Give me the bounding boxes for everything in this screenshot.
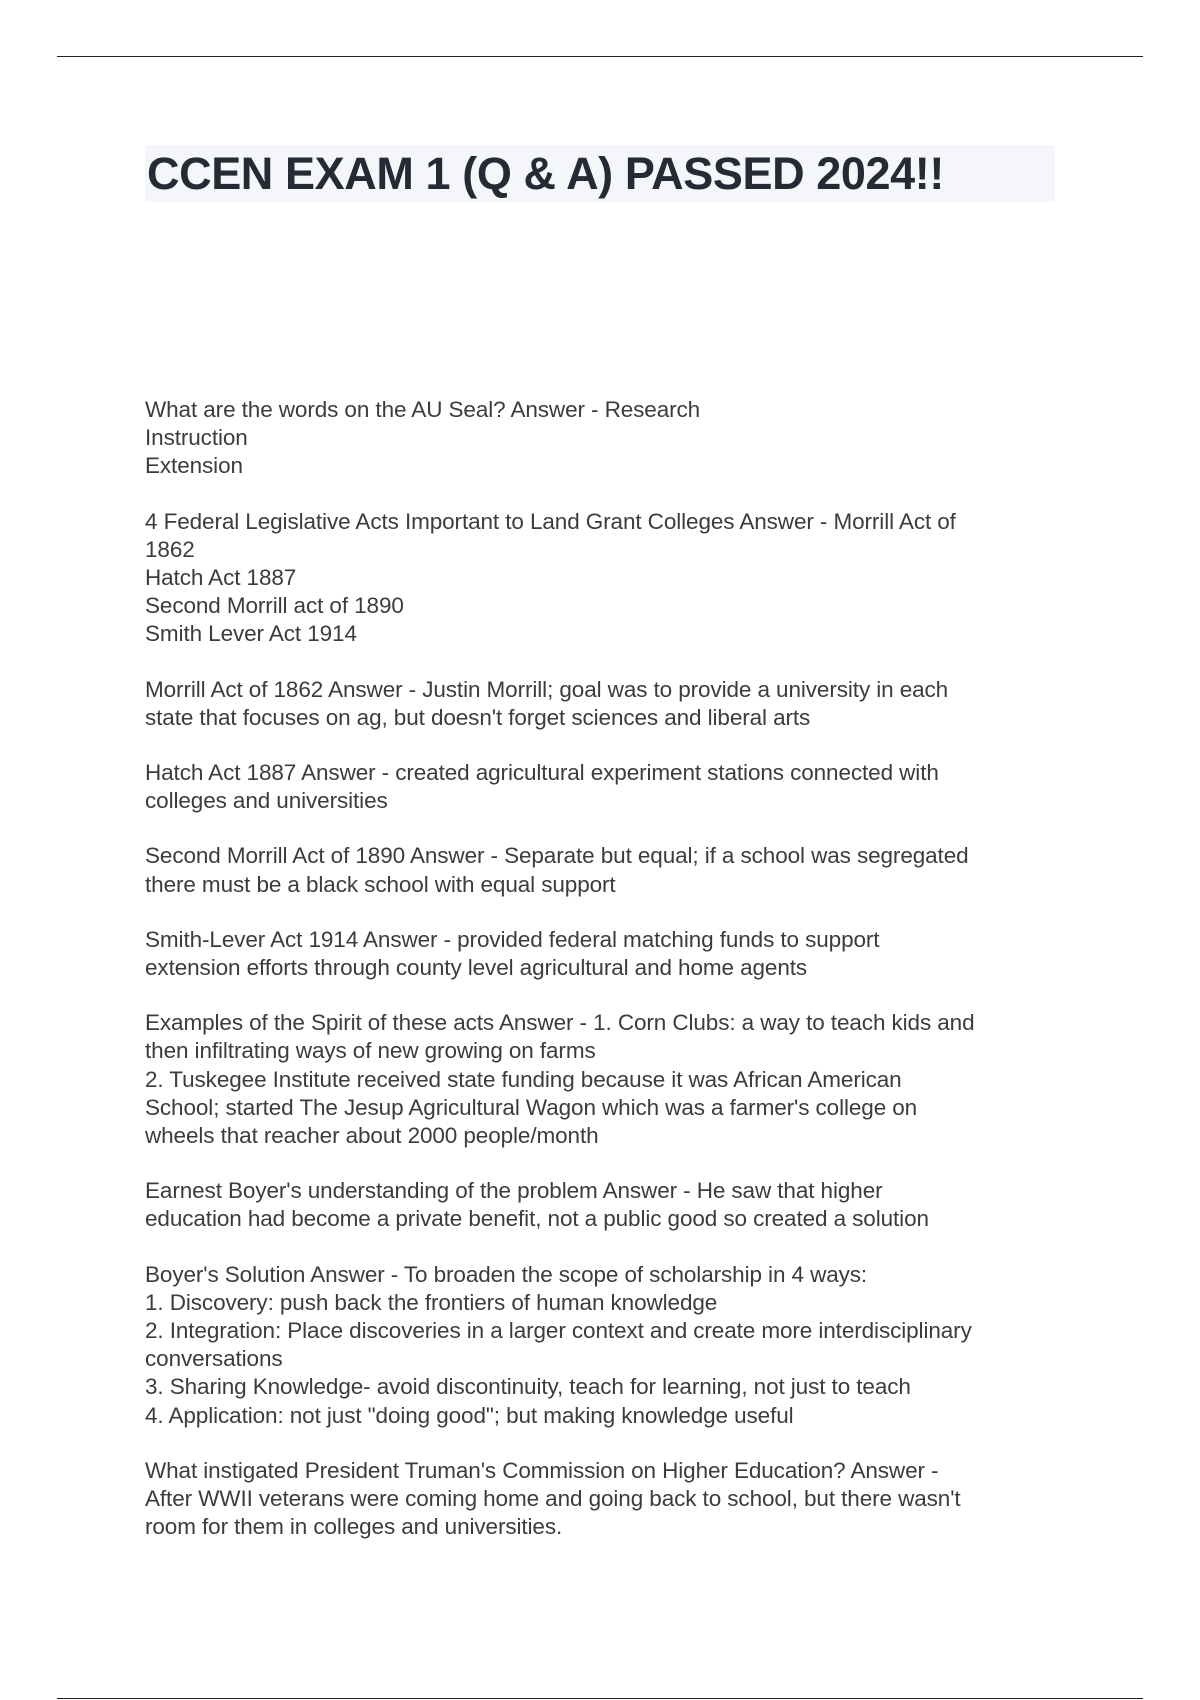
qa-line: 4 Federal Legislative Acts Important to Land Grant Colleges Answer - Morrill Act of: [145, 508, 956, 534]
qa-line: What instigated President Truman's Commission on Higher Education? Answer -: [145, 1457, 939, 1483]
qa-line: room for them in colleges and universities.: [145, 1514, 563, 1540]
qa-entry: [145, 1177, 1075, 1233]
qa-line: 1862: [145, 536, 195, 562]
header-rule: [57, 56, 1143, 57]
qa-line: Smith-Lever Act 1914 Answer - provided federal matching funds to support: [145, 926, 880, 952]
qa-line: there must be a black school with equal support: [145, 871, 616, 897]
qa-line: education had become a private benefit, not a public good so created a solution: [145, 1206, 929, 1232]
qa-line: conversations: [145, 1346, 283, 1372]
qa-line: Earnest Boyer's understanding of the problem Answer - He saw that higher: [145, 1178, 883, 1204]
qa-line: colleges and universities: [145, 788, 388, 814]
qa-line: then infiltrating ways of new growing on farms: [145, 1038, 596, 1064]
qa-line: 3. Sharing Knowledge- avoid discontinuity, teach for learning, not just to teach: [145, 1374, 911, 1400]
footer-rule: [57, 1698, 1143, 1699]
qa-entry: [145, 1457, 1075, 1542]
qa-line: After WWII veterans were coming home and going back to school, but there wasn't: [145, 1486, 961, 1512]
qa-line: What are the words on the AU Seal? Answer - Research: [145, 397, 701, 422]
qa-line: 2. Integration: Place discoveries in a larger context and create more interdisciplinary: [145, 1318, 972, 1344]
qa-line: Examples of the Spirit of these acts Answer - 1. Corn Clubs: a way to teach kids and: [145, 1010, 975, 1036]
qa-line: Smith Lever Act 1914: [145, 621, 357, 647]
qa-line: state that focuses on ag, but doesn't forget sciences and liberal arts: [145, 704, 811, 730]
qa-entry: [145, 759, 1075, 815]
qa-list: [145, 396, 1075, 1569]
qa-line: Instruction: [145, 425, 248, 451]
qa-line: Second Morrill act of 1890: [145, 593, 404, 619]
qa-line: 1. Discovery: push back the frontiers of human knowledge: [145, 1289, 718, 1315]
qa-line: 2. Tuskegee Institute received state funding because it was African American: [145, 1066, 902, 1092]
qa-line: Second Morrill Act of 1890 Answer - Separate but equal; if a school was segregated: [145, 843, 969, 869]
qa-line: Boyer's Solution Answer - To broaden the scope of scholarship in 4 ways:: [145, 1261, 868, 1287]
qa-line: Morrill Act of 1862 Answer - Justin Morrill; goal was to provide a university in each: [145, 676, 949, 702]
qa-line: 4. Application: not just "doing good"; but making knowledge useful: [145, 1402, 794, 1428]
qa-line: extension efforts through county level agricultural and home agents: [145, 955, 808, 981]
qa-entry: [145, 676, 1075, 732]
document-title: CCEN EXAM 1 (Q & A) PASSED 2024!!: [147, 148, 944, 199]
qa-line: School; started The Jesup Agricultural Wagon which was a farmer's college on: [145, 1094, 918, 1120]
title-banner: [145, 145, 1055, 202]
qa-entry: [145, 396, 1075, 481]
qa-entry: [145, 926, 1075, 982]
qa-entry: [145, 842, 1075, 898]
qa-line: Hatch Act 1887 Answer - created agricultural experiment stations connected with: [145, 760, 939, 786]
qa-line: Extension: [145, 453, 243, 479]
qa-entry: [145, 1261, 1075, 1430]
qa-line: wheels that reacher about 2000 people/month: [145, 1123, 599, 1149]
qa-entry: [145, 508, 1075, 649]
qa-line: Hatch Act 1887: [145, 565, 297, 591]
qa-entry: [145, 1009, 1075, 1150]
